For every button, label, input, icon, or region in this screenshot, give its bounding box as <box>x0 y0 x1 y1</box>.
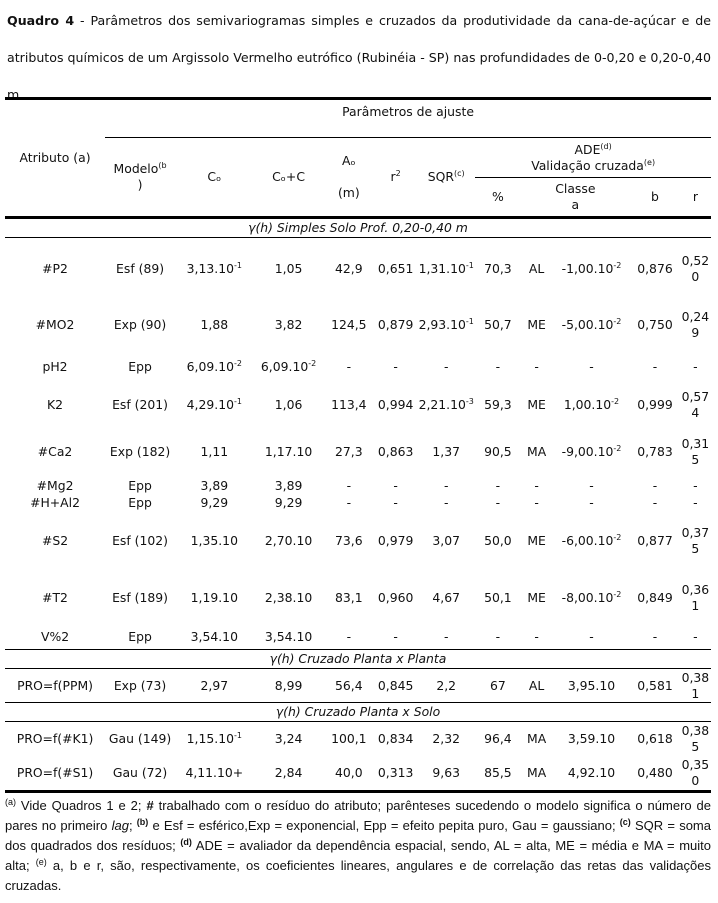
header-pct: % <box>475 178 520 218</box>
cell-pct: 50,7 <box>484 316 512 332</box>
cell-classe: - <box>534 494 539 510</box>
cell-sqr: - <box>443 629 449 645</box>
cell-a0: 42,9 <box>335 260 363 276</box>
table-row <box>5 384 711 426</box>
cell-a0: 113,4 <box>331 396 367 412</box>
cell-classe: - <box>534 629 539 645</box>
table-row <box>5 426 711 478</box>
cell-a0: 40,0 <box>324 756 375 792</box>
header-a0: Aₒ (m) <box>324 138 375 218</box>
cell-c0: $6,09.10^{-2}$ <box>186 358 242 374</box>
header-modelo: Modelo$^{(b}$ ) <box>105 138 175 218</box>
cell-a0: - <box>346 477 352 493</box>
caption-text: - Parâmetros dos semivariogramas simples e cruzados da produtividade da cana-de-açúcar e de atributos químicos de um Argissolo Vermelho eutrófico (Rubinéia - SP) nas profundidades de 0-0,20 e 0,20-0,40 m <box>7 13 712 102</box>
cell-c0c: 1,05 <box>274 260 303 276</box>
cell-classe: - <box>534 477 539 493</box>
cell-r2: 0,994 <box>377 396 414 412</box>
table-body <box>5 218 711 792</box>
cell-b: 0,877 <box>637 532 673 548</box>
cell-c0c: 2,84 <box>254 756 324 792</box>
cell-pct: 59,3 <box>484 396 512 412</box>
table-row <box>5 626 711 650</box>
caption-label: Quadro 4 <box>7 13 75 28</box>
cell-r: 0,381 <box>681 669 710 701</box>
cell-r: 0,385 <box>681 722 710 754</box>
cell-a: 3,59.10 <box>567 730 616 746</box>
cell-r: 0,350 <box>680 756 711 792</box>
cell-a0: - <box>346 358 352 374</box>
cell-a: $1,00.10^{-2}$ <box>563 396 620 412</box>
cell-atributo: #S2 <box>41 532 69 548</box>
cell-classe: - <box>534 358 539 374</box>
cell-b: 0,876 <box>637 260 673 276</box>
cell-r: 0,361 <box>681 581 710 613</box>
cell-modelo: Esf (89) <box>116 260 165 276</box>
cell-c0: $3,13.10^{-1}$ <box>186 260 242 276</box>
cell-pct: 50,0 <box>484 532 512 548</box>
cell-a: - <box>589 477 594 493</box>
cell-b: 0,581 <box>637 677 673 693</box>
cell-r2: 0,879 <box>377 316 414 332</box>
cell-r2: - <box>393 629 398 645</box>
cell-classe: MA <box>527 730 547 746</box>
cell-pct: 70,3 <box>484 260 512 276</box>
footnotes: $^{(a)}$ Vide Quadros 1 e 2; # trabalhado com o resíduo do atributo; parênteses sucedendo o modelo significa o número de pares no primeiro lag; $^{(b)}$ e Esf = esférico,Exp = exponencial, Epp = efeito pepita puro, Gau = gaussiano; $^{(c)}$ SQR = soma dos quadrados dos resíduos; $^{(d)}$ ADE = avaliador da dependência espacial, sendo, AL = alta, ME = média e MA = muito alta; $^{(e)}$ a, b e r, são, respectivamente, os coeficientes lineares, angulares e de correlação das retas das validações cruzadas. <box>5 797 712 893</box>
cell-sqr: $2,21.10^{-3}$ <box>418 396 474 412</box>
table-row <box>5 722 711 756</box>
cell-r: 0,249 <box>681 308 710 340</box>
cell-c0c: 2,38.10 <box>264 589 313 605</box>
table-row <box>5 669 711 703</box>
cell-c0: 1,11 <box>200 443 229 459</box>
cell-a0: 73,6 <box>335 532 363 548</box>
cell-modelo: Epp <box>128 494 152 510</box>
table-row <box>5 512 711 570</box>
cell-b: 0,618 <box>637 730 673 746</box>
cell-pct: 96,4 <box>484 730 512 746</box>
cell-r2: 0,834 <box>377 730 414 746</box>
cell-a: $-8,00.10^{-2}$ <box>561 589 622 605</box>
cell-c0c: 1,17.10 <box>264 443 313 459</box>
cell-sqr: 2,2 <box>436 677 457 693</box>
cell-r2: 0,845 <box>377 677 414 693</box>
cell-modelo: Gau (149) <box>108 730 172 746</box>
cell-sqr: - <box>443 358 449 374</box>
cell-a: - <box>589 629 594 645</box>
cell-sqr: - <box>443 494 449 510</box>
cell-r: 0,574 <box>681 388 710 420</box>
cell-c0: 4,11.10+ <box>175 756 254 792</box>
header-c0: Cₒ <box>175 138 254 218</box>
header-sqr: SQR$^{(c)}$ <box>417 138 475 218</box>
cell-classe: ME <box>527 316 546 332</box>
cell-c0c: 9,29 <box>274 494 303 510</box>
header-r2: $r^2$ <box>374 138 417 218</box>
section-header <box>5 650 711 669</box>
table-row <box>5 756 711 792</box>
cell-a0: 27,3 <box>335 443 363 459</box>
cell-c0: $4,29.10^{-1}$ <box>186 396 242 412</box>
cell-modelo: Esf (189) <box>112 589 168 605</box>
cell-c0c: 3,89 <box>274 477 303 493</box>
cell-a0: 83,1 <box>335 589 363 605</box>
cell-r2: 0,863 <box>377 443 414 459</box>
cell-atributo: #P2 <box>42 260 68 276</box>
cell-c0c: $6,09.10^{-2}$ <box>260 358 317 374</box>
cell-atributo: PRO=f(#K1) <box>16 730 94 746</box>
cell-pct: 85,5 <box>475 756 520 792</box>
cell-atributo: pH2 <box>42 358 68 374</box>
cell-classe: ME <box>527 532 546 548</box>
table-row <box>5 570 711 626</box>
cell-modelo: Esf (102) <box>112 532 168 548</box>
cell-c0c: 3,82 <box>274 316 303 332</box>
cell-modelo: Exp (73) <box>113 677 167 693</box>
cell-a0: 56,4 <box>335 677 363 693</box>
cell-c0: 3,54.10 <box>190 629 238 645</box>
table-row <box>5 238 711 300</box>
table-row <box>5 300 711 350</box>
cell-c0c: 3,24 <box>274 730 303 746</box>
cell-b: 0,783 <box>637 443 673 459</box>
cell-r2: 0,651 <box>377 260 414 276</box>
cell-modelo: Epp <box>128 358 152 374</box>
cell-b: 0,849 <box>637 589 673 605</box>
cell-atributo: K2 <box>47 396 64 412</box>
cell-r2: - <box>393 358 398 374</box>
cell-r: 0,315 <box>681 435 710 467</box>
cell-a0: - <box>346 494 352 510</box>
cell-b: 0,999 <box>637 396 673 412</box>
section-title: γ(h) Simples Solo Prof. 0,20-0,40 m <box>5 218 711 238</box>
section-header <box>5 218 711 238</box>
cell-a: $-1,00.10^{-2}$ <box>561 260 622 276</box>
cell-classe: MA <box>527 443 547 459</box>
section-title: γ(h) Cruzado Planta x Planta <box>5 650 711 669</box>
cell-a: 4,92.10 <box>553 756 630 792</box>
cell-modelo: Epp <box>128 477 152 493</box>
cell-c0c: 2,70.10 <box>264 532 313 548</box>
header-b: b <box>630 178 680 218</box>
cell-a: $-6,00.10^{-2}$ <box>561 532 622 548</box>
cell-r2: - <box>393 494 398 510</box>
cell-r: - <box>693 629 698 645</box>
cell-b: 0,750 <box>637 316 673 332</box>
cell-r2: 0,979 <box>377 532 414 548</box>
parameters-table <box>5 97 711 793</box>
cell-r: - <box>693 494 698 510</box>
cell-c0: $1,15.10^{-1}$ <box>186 730 242 746</box>
cell-sqr: 1,37 <box>432 443 461 459</box>
cell-a0: 124,5 <box>331 316 367 332</box>
cell-pct: 67 <box>489 677 506 693</box>
section-title: γ(h) Cruzado Planta x Solo <box>5 703 711 722</box>
cell-classe: MA <box>520 756 552 792</box>
cell-atributo: PRO=f(#S1) <box>5 756 105 792</box>
cell-sqr: 4,67 <box>432 589 461 605</box>
cell-pct: - <box>495 358 501 374</box>
header-params-group: Parâmetros de ajuste <box>105 99 711 138</box>
header-atributo: Atributo (a) <box>5 99 105 218</box>
cell-pct: - <box>495 477 501 493</box>
cell-b: 0,480 <box>630 756 680 792</box>
header-classe-a: Classe a <box>520 178 630 218</box>
cell-pct: 50,1 <box>484 589 512 605</box>
cell-classe: ME <box>527 589 546 605</box>
cell-b: - <box>652 477 658 493</box>
cell-r2: - <box>393 477 398 493</box>
cell-c0c: 3,54.10 <box>264 629 313 645</box>
cell-r: 0,520 <box>681 252 710 284</box>
header-r: r <box>680 178 711 218</box>
cell-classe: ME <box>527 396 546 412</box>
cell-sqr: $2,93.10^{-1}$ <box>418 316 474 332</box>
header-ade-validacao: ADE$^{(d)}$ Validação cruzada$^{(e)}$ <box>475 138 711 178</box>
cell-c0: 3,89 <box>200 477 229 493</box>
cell-c0: 1,19.10 <box>190 589 238 605</box>
table-row <box>5 494 711 512</box>
cell-r: 0,375 <box>681 524 710 556</box>
cell-atributo: PRO=f(PPM) <box>17 677 93 693</box>
cell-pct: - <box>495 629 501 645</box>
cell-a: $-5,00.10^{-2}$ <box>561 316 622 332</box>
cell-b: - <box>652 494 658 510</box>
cell-c0: 1,35.10 <box>190 532 238 548</box>
section-header <box>5 703 711 722</box>
cell-a: $-9,00.10^{-2}$ <box>561 443 622 459</box>
cell-classe: AL <box>528 677 545 693</box>
header-c0c: Cₒ+C <box>254 138 324 218</box>
cell-atributo: #MO2 <box>35 316 75 332</box>
table-row <box>5 350 711 384</box>
cell-c0: 1,88 <box>200 316 229 332</box>
cell-modelo: Exp (90) <box>113 316 167 332</box>
table-row <box>5 478 711 494</box>
cell-atributo: V%2 <box>40 629 70 645</box>
cell-a: 3,95.10 <box>567 677 616 693</box>
cell-classe: AL <box>528 260 545 276</box>
cell-sqr: 9,63 <box>417 756 475 792</box>
cell-c0: 9,29 <box>200 494 229 510</box>
cell-atributo: #T2 <box>42 589 68 605</box>
cell-a0: - <box>346 629 352 645</box>
cell-c0c: 8,99 <box>274 677 303 693</box>
cell-pct: 90,5 <box>484 443 512 459</box>
cell-modelo: Gau (72) <box>105 756 175 792</box>
cell-b: - <box>652 629 658 645</box>
cell-a0: 100,1 <box>331 730 367 746</box>
cell-r2: 0,313 <box>374 756 417 792</box>
cell-a: - <box>589 358 594 374</box>
cell-c0: 2,97 <box>200 677 229 693</box>
cell-sqr: 2,32 <box>432 730 461 746</box>
cell-a: - <box>589 494 594 510</box>
cell-modelo: Epp <box>128 629 152 645</box>
cell-r2: 0,960 <box>377 589 414 605</box>
cell-r: - <box>693 477 698 493</box>
cell-pct: - <box>495 494 501 510</box>
cell-r: - <box>693 358 698 374</box>
cell-sqr: - <box>443 477 449 493</box>
cell-atributo: #Ca2 <box>37 443 73 459</box>
cell-b: - <box>652 358 658 374</box>
cell-atributo: #H+Al2 <box>30 494 80 510</box>
cell-c0c: 1,06 <box>274 396 303 412</box>
cell-atributo: #Mg2 <box>36 477 74 493</box>
cell-sqr: $1,31.10^{-1}$ <box>418 260 474 276</box>
cell-modelo: Esf (201) <box>112 396 168 412</box>
cell-sqr: 3,07 <box>432 532 461 548</box>
cell-modelo: Exp (182) <box>109 443 171 459</box>
